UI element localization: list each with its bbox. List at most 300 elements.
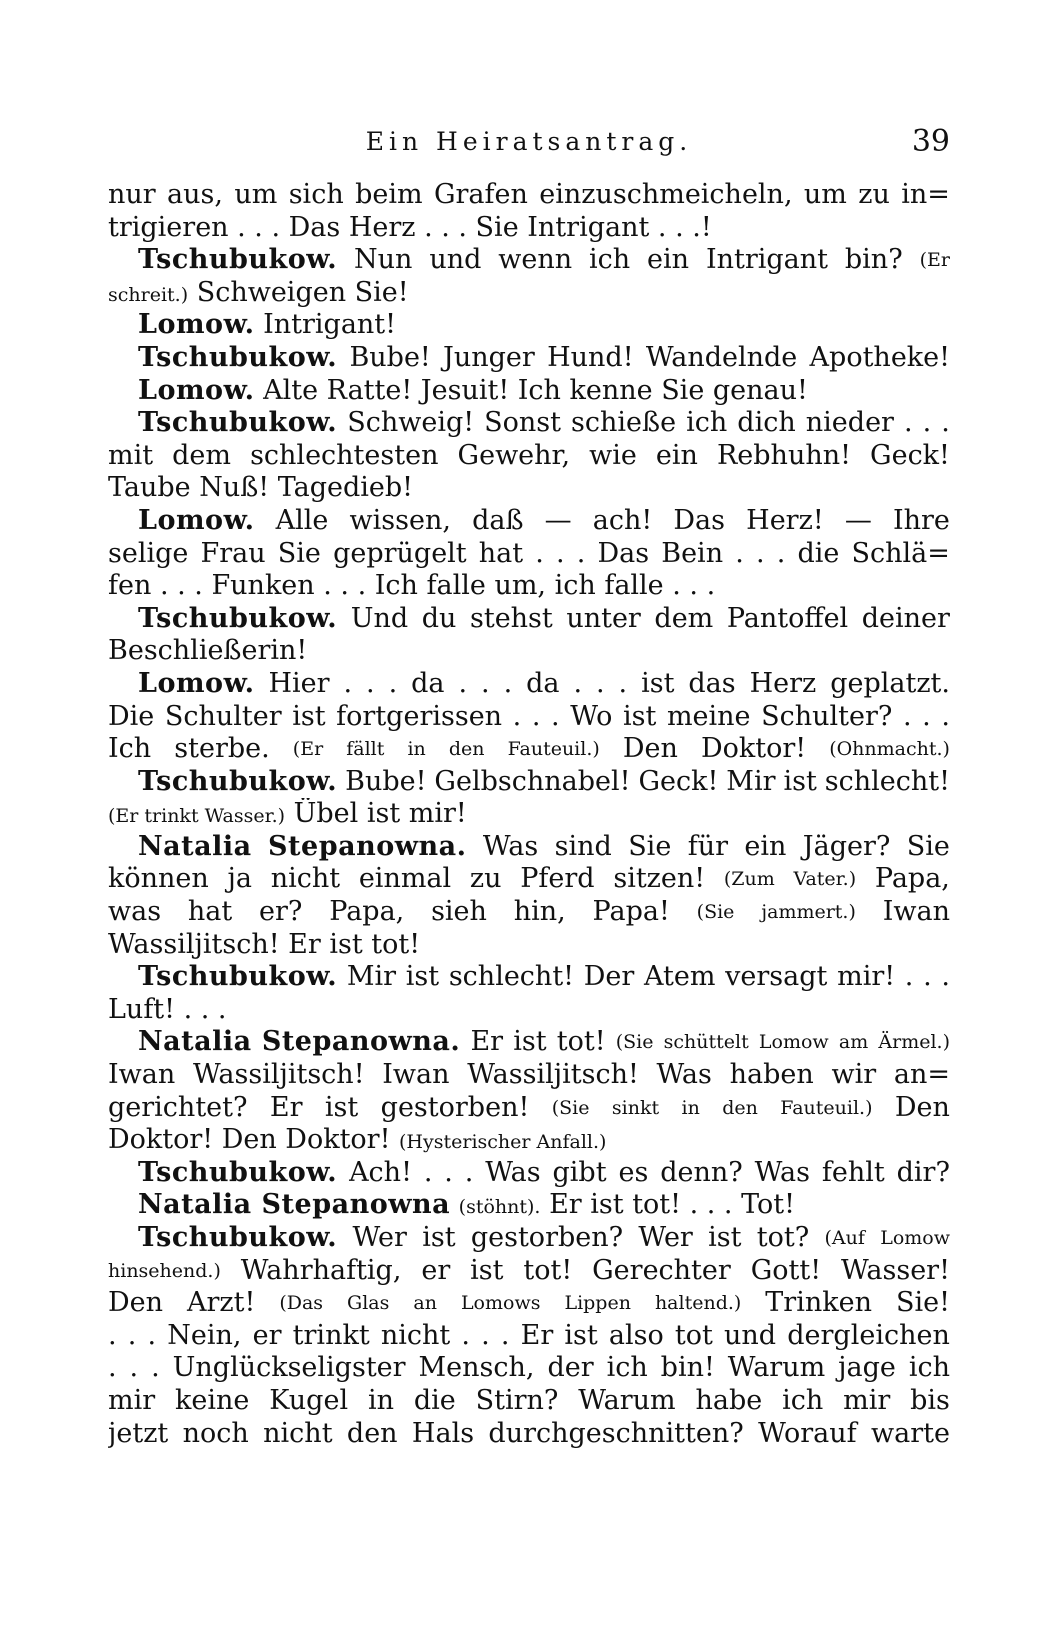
dialogue-text: . (366, 667, 375, 699)
dialogue-text: Sie! (895, 1287, 950, 1319)
dialogue-text: gibt (552, 1156, 607, 1188)
stage-direction: fällt (346, 738, 385, 761)
dialogue-text: Frau (200, 537, 266, 569)
text-line (108, 440, 950, 473)
dialogue-text: jage (838, 1352, 896, 1384)
text-line (108, 1385, 950, 1418)
stage-direction: haltend.) (654, 1292, 742, 1315)
dialogue-text: Sie (277, 537, 321, 569)
dialogue-text: dem (172, 439, 232, 471)
text-line (108, 603, 950, 636)
text-line (108, 994, 950, 1027)
speaker-name: Lomow. (138, 374, 255, 406)
dialogue-text: Bein (661, 537, 724, 569)
text-line (108, 309, 950, 342)
stage-direction: (Hysterischer Anfall.) (399, 1131, 607, 1154)
dialogue-text: mir (108, 1384, 156, 1416)
stage-direction: Ärmel.) (878, 1031, 950, 1054)
dialogue-text: zu (858, 179, 890, 210)
text-line (108, 961, 950, 994)
dialogue-text: . (127, 1319, 137, 1351)
dialogue-text: Trinken (765, 1287, 872, 1319)
dialogue-text: sich (288, 179, 344, 210)
dialogue-text: ja (227, 863, 252, 895)
dialogue-text: . (108, 1319, 117, 1351)
dialogue-text: mir! (837, 961, 896, 993)
dialogue-text: gestorben? (470, 1222, 624, 1253)
dialogue-text: stehst (469, 602, 553, 634)
dialogue-text: Papa, (329, 896, 405, 928)
dialogue-text: . (129, 1352, 139, 1384)
dialogue-text: Taube Nuß! Tagedieb! (108, 472, 414, 504)
dialogue-text: ist (422, 1222, 456, 1253)
dialogue-text: die (797, 537, 840, 569)
dialogue-text: Pferd (520, 863, 595, 895)
speaker-name: Lomow. (138, 667, 255, 699)
dialogue-text: was (108, 896, 162, 928)
dialogue-text: um (234, 179, 278, 210)
dialogue-text: wie (589, 439, 637, 471)
dialogue-text: Mir (346, 961, 397, 993)
text-line (108, 342, 950, 375)
dialogue-text: Bube! (349, 341, 431, 373)
text-line (108, 733, 950, 766)
dialogue-text: ein (744, 830, 787, 862)
dialogue-text: versagt (725, 961, 828, 993)
dialogue-text: . (503, 667, 513, 699)
dialogue-text: nicht (380, 1319, 451, 1351)
dialogue-text: daß (472, 504, 524, 536)
dialogue-text: ach! (592, 504, 653, 536)
dialogue-text: wissen, (349, 504, 451, 536)
dialogue-text: Bube! (345, 765, 427, 797)
dialogue-text: habe (695, 1384, 763, 1416)
stage-direction: (Er (919, 249, 950, 272)
text-line (108, 1222, 950, 1255)
stage-direction: den (448, 738, 485, 761)
dialogue-text: Schulter (164, 700, 282, 732)
speaker-name: Tschubukow. (138, 1156, 338, 1188)
dialogue-text: Iwan (108, 1059, 176, 1091)
dialogue-text: an= (893, 1059, 950, 1091)
text-line (108, 179, 950, 212)
dialogue-text: . (458, 667, 468, 699)
dialogue-text: Worauf (758, 1417, 857, 1449)
dialogue-text: tot! (523, 1254, 573, 1286)
text-line (108, 831, 950, 864)
dialogue-text: . (388, 667, 398, 699)
dialogue-text: Er ist tot! . . . Tot! (540, 1189, 795, 1221)
dialogue-text: . (500, 1319, 510, 1351)
dialogue-text: gestorben! (380, 1091, 530, 1123)
dialogue-text: durchgeschnitten? (488, 1417, 744, 1449)
dialogue-text: ist (292, 700, 326, 732)
dialogue-text: Grafen (433, 179, 528, 210)
dialogue-text: Wandelnde (645, 341, 798, 373)
stage-direction: schüttelt (663, 1031, 749, 1054)
dialogue-text: . (941, 961, 950, 993)
text-line (108, 375, 950, 408)
dialogue-text: . (444, 1156, 453, 1188)
text-line (108, 1287, 950, 1320)
dialogue-text: Das (673, 504, 726, 536)
dialogue-text: trinkt (292, 1319, 370, 1351)
dialogue-text: Warum (727, 1352, 826, 1384)
dialogue-text: . (147, 1319, 157, 1351)
dialogue-text: noch (182, 1417, 249, 1449)
stage-direction: (Er (292, 738, 324, 761)
dialogue-text: selige (108, 537, 189, 569)
speaker-name: Tschubukow. (138, 341, 338, 373)
dialogue-text: ist (405, 961, 440, 993)
dialogue-text: Ach! (349, 1156, 412, 1188)
text-line (108, 1124, 950, 1157)
speaker-name: Stepanowna. (268, 830, 467, 862)
dialogue-text: Wo (570, 700, 613, 732)
dialogue-text: . (481, 667, 490, 699)
speaker-name: Tschubukow. (138, 602, 338, 634)
dialogue-text: Kugel (269, 1384, 349, 1416)
dialogue-text: Der (583, 961, 635, 993)
dialogue-text: Und (350, 602, 409, 634)
dialogue-text: den (346, 1417, 398, 1449)
text-line (108, 212, 950, 245)
text-line (108, 244, 950, 277)
text-line (108, 701, 950, 734)
speaker-name: Tschubukow. (138, 765, 338, 797)
speaker-name: Natalia (138, 830, 252, 862)
dialogue-text: nur (108, 179, 156, 210)
dialogue-text: Doktor! (700, 733, 807, 765)
dialogue-text: . (481, 1319, 490, 1351)
dialogue-text: dir? (896, 1156, 950, 1188)
dialogue-text: das (688, 667, 736, 699)
dialogue-text: also (608, 1319, 664, 1351)
dialogue-text: tot? (756, 1222, 810, 1253)
dialogue-text: Den (894, 1091, 950, 1123)
dialogue-text: dergleichen (787, 1319, 950, 1351)
text-line (108, 505, 950, 538)
dialogue-text: . (755, 537, 765, 569)
dialogue-text: der (547, 1352, 594, 1384)
dialogue-text: sterbe. (174, 733, 270, 765)
dialogue-text: dich (737, 407, 796, 439)
speaker-name: Tschubukow. (138, 407, 338, 439)
dialogue-text: Mensch, (418, 1352, 535, 1384)
dialogue-text: Atem (643, 961, 716, 993)
dialogue-text: warte (871, 1417, 950, 1449)
dialogue-text: Arzt! (187, 1287, 256, 1319)
dialogue-text: . (922, 407, 932, 439)
dialogue-text: Apotheke! (809, 341, 950, 373)
dialogue-text: Luft! . . . (108, 993, 227, 1025)
dialogue-text: schlecht! (824, 765, 950, 797)
dialogue-text: ist (783, 765, 817, 797)
stage-direction: (stöhnt). (458, 1196, 541, 1219)
speaker-name: Lomow. (138, 504, 255, 536)
dialogue-text: zu (469, 863, 502, 895)
dialogue-text: haben (729, 1059, 814, 1091)
dialogue-text: Gerechter (592, 1254, 731, 1286)
running-head (108, 124, 950, 160)
speaker-name: Natalia (138, 1026, 252, 1058)
dialogue-text: in= (901, 179, 950, 210)
dialogue-text: er (421, 1254, 451, 1286)
dialogue-text: Was (482, 830, 539, 862)
text-line (108, 277, 950, 310)
dialogue-text: hat (187, 896, 233, 928)
dialogue-text: aus, (167, 179, 223, 210)
dialogue-text: trigieren . . . Das Herz . . . Sie Intrigant . . .! (108, 211, 712, 243)
dialogue-text: Gelbschnabel! (434, 765, 631, 797)
dialogue-text: schlechtesten (250, 439, 439, 471)
dialogue-text: Gewehr, (457, 439, 571, 471)
dialogue-text: . (618, 667, 628, 699)
dialogue-text: ist (708, 1222, 742, 1253)
dialogue-text: in (367, 1384, 394, 1416)
dialogue-text: für (687, 830, 728, 862)
dialogue-text: Hund! (547, 341, 634, 373)
text-line (108, 472, 950, 505)
text-line (108, 538, 950, 571)
dialogue-text: Ihre (892, 504, 950, 536)
dialogue-text: fortgerissen (336, 700, 503, 732)
dialogue-text: Papa, (874, 863, 950, 895)
dialogue-text: . (556, 537, 565, 569)
dialogue-text: . (531, 700, 541, 732)
dialogue-text: Wassiljitsch! (192, 1059, 365, 1091)
stage-direction: jammert.) (761, 901, 856, 924)
speaker-name: Tschubukow. (138, 244, 338, 276)
dialogue-text: Schlä= (851, 537, 950, 569)
dialogue-text: Geck! (870, 439, 950, 471)
stage-direction: (Sie (551, 1096, 590, 1119)
dialogue-text: geplatzt. (830, 667, 950, 699)
dialogue-text: nieder (805, 407, 894, 439)
dialogue-text: Wer (638, 1222, 693, 1253)
dialogue-text: Übel ist mir! (285, 798, 467, 830)
dialogue-text: . (902, 700, 912, 732)
stage-direction: am (838, 1031, 869, 1054)
dialogue-text: er? (259, 896, 303, 928)
dialogue-text: Pantoffel (726, 602, 849, 634)
speaker-name: Natalia Stepanowna (138, 1189, 451, 1221)
dialogue-text: . (904, 407, 913, 439)
dialogue-text: einmal (358, 863, 452, 895)
dialogue-text: mir (843, 1384, 891, 1416)
dialogue-text: Rebhuhn! (716, 439, 851, 471)
dialogue-text: deiner (861, 602, 950, 634)
dialogue-text: Schweig! (347, 407, 475, 439)
dialogue-text: Was (485, 1156, 541, 1188)
stage-direction: in (407, 738, 426, 761)
dialogue-text: Herz (749, 667, 817, 699)
dialogue-text: da (526, 667, 560, 699)
dialogue-text: Wahrhaftig, (240, 1254, 402, 1286)
stage-direction: (Er trinkt Wasser.) (108, 805, 286, 828)
dialogue-text: Ich (108, 733, 152, 765)
dialogue-text: . (596, 667, 605, 699)
dialogue-text: Wer (352, 1222, 407, 1253)
stage-direction: Fauteuil.) (780, 1096, 873, 1119)
dialogue-text: Stirn? (475, 1384, 559, 1416)
dialogue-text: jetzt (108, 1417, 169, 1449)
dialogue-text: . (904, 961, 914, 993)
running-title: Ein Heiratsantrag. (365, 127, 693, 156)
dialogue-text: Alle (275, 504, 329, 536)
dialogue-text: ich (782, 1384, 824, 1416)
dialogue-text: Wassiljitsch! (467, 1059, 639, 1091)
dialogue-text: fehlt (821, 1156, 885, 1188)
dialogue-text: Wassiljitsch! Er ist tot! (108, 928, 421, 960)
text-line (108, 1026, 950, 1059)
dialogue-text: einzuschmeicheln, (539, 179, 793, 210)
dialogue-text: — (844, 504, 872, 536)
dialogue-text: ich (908, 1352, 950, 1384)
dialogue-text: Was (656, 1059, 712, 1091)
dialogue-text: . (576, 537, 586, 569)
dialogue-text: mit (108, 439, 154, 471)
dialogue-text: ist (324, 1091, 359, 1123)
dialogue-text: ich (606, 1352, 648, 1384)
stage-direction: (Das (279, 1292, 324, 1315)
dialogue-text: . (535, 537, 544, 569)
dialogue-text: Iwan (382, 1059, 450, 1091)
stage-direction: (Auf (824, 1227, 865, 1249)
dialogue-text: können (108, 863, 209, 895)
dialogue-text: wenn (498, 244, 573, 276)
dialogue-text: Die (108, 700, 155, 732)
stage-direction: Lomow (880, 1227, 950, 1249)
text-line (108, 570, 950, 603)
text-line (108, 668, 950, 701)
dialogue-text: Intrigant! (254, 309, 396, 341)
dialogue-text: die (413, 1384, 456, 1416)
text-line (108, 635, 950, 668)
stage-direction: sinkt (611, 1096, 660, 1119)
dialogue-text: Schulter? (761, 700, 893, 732)
dialogue-text: es (618, 1156, 649, 1188)
text-line (108, 766, 950, 799)
text-line (108, 798, 950, 831)
stage-direction: (Zum (723, 868, 775, 891)
dialogue-text: Er (470, 1026, 504, 1058)
dialogue-text: . (464, 1156, 474, 1188)
dialogue-text: Unglückseligster (172, 1352, 406, 1384)
dialogue-text: Er (269, 1091, 303, 1123)
dialogue-text: beim (355, 179, 423, 210)
stage-direction: Vater.) (793, 868, 857, 891)
text-line (108, 1418, 950, 1451)
dialogue-text: . (573, 667, 583, 699)
dialogue-text: tot! (556, 1026, 606, 1058)
page-number: 39 (911, 124, 950, 159)
dialogue-text: wir (831, 1059, 877, 1091)
dialogue-text: um (803, 179, 847, 210)
dialogue-text: gerichtet? (108, 1091, 248, 1123)
dialogue-text: ist (513, 1026, 547, 1058)
dialogue-text: denn? (660, 1156, 743, 1188)
dialogue-text: ist (470, 1254, 504, 1286)
dialogue-text: Hier (268, 667, 330, 699)
dialogue-text: . (512, 700, 522, 732)
stage-direction: Glas (347, 1292, 390, 1315)
dialogue-text: . (343, 667, 353, 699)
dialogue-text: ein (647, 244, 690, 276)
text-line (108, 1092, 950, 1125)
dialogue-text: . (735, 537, 744, 569)
dialogue-text: . (423, 1156, 433, 1188)
dialogue-text: Iwan (882, 896, 950, 928)
stage-direction: in (681, 1096, 700, 1119)
dialogue-text: . (923, 961, 932, 993)
dialogue-text: . (941, 407, 950, 439)
stage-direction: (Sie (615, 1031, 654, 1054)
dialogue-text: schlecht! (448, 961, 575, 993)
dialogue-text: meine (666, 700, 751, 732)
text-line (108, 1320, 950, 1353)
body-text (108, 179, 950, 1579)
dialogue-text: und (724, 1319, 777, 1351)
dialogue-text: Den (622, 733, 678, 765)
stage-direction: den (722, 1096, 758, 1119)
text-line (108, 896, 950, 929)
dialogue-text: Junger (443, 341, 535, 373)
dialogue-text: Jäger? (802, 830, 891, 862)
dialogue-text: . (941, 700, 950, 732)
dialogue-text: sind (554, 830, 612, 862)
dialogue-text: . (776, 537, 786, 569)
text-line (108, 1352, 950, 1385)
dialogue-text: Gott! (750, 1254, 822, 1286)
text-line (108, 1189, 950, 1222)
stage-direction: hinsehend.) (108, 1259, 221, 1282)
stage-direction: Lippen (564, 1292, 631, 1315)
speaker-name: Tschubukow. (138, 961, 338, 993)
dialogue-text: . (551, 700, 560, 732)
dialogue-text: Doktor! Den Doktor! (108, 1124, 400, 1156)
dialogue-text: du (421, 602, 457, 634)
dialogue-text: nicht (263, 1417, 333, 1449)
dialogue-text: . (151, 1352, 160, 1384)
dialogue-text: Mir (726, 765, 776, 797)
dialogue-text: dem (654, 602, 714, 634)
stage-direction: Lomows (460, 1292, 541, 1315)
dialogue-text: geprügelt (333, 537, 467, 569)
dialogue-text: Was (754, 1156, 810, 1188)
dialogue-text: Nein, (167, 1319, 242, 1351)
dialogue-text: . (108, 1352, 117, 1384)
dialogue-text: Geck! (638, 765, 719, 797)
dialogue-text: ich (589, 244, 631, 276)
stage-direction: (Ohnmacht.) (829, 738, 950, 761)
dialogue-text: . (461, 1319, 470, 1351)
speaker-name: Stepanowna. (261, 1026, 461, 1058)
text-line (108, 407, 950, 440)
dialogue-text (450, 1189, 459, 1220)
dialogue-text: schieße (571, 407, 677, 439)
dialogue-text: Herz! (746, 504, 824, 536)
dialogue-text: Beschließerin! (108, 635, 308, 667)
dialogue-text: Wasser! (840, 1254, 950, 1286)
dialogue-text: Alte Ratte! Jesuit! Ich kenne Sie genau! (254, 374, 808, 406)
dialogue-text: und (429, 244, 482, 276)
dialogue-text: sieh (431, 896, 487, 928)
dialogue-text: hin, (513, 896, 566, 928)
dialogue-text: ist (564, 1319, 598, 1351)
dialogue-text: Papa! (592, 896, 670, 928)
dialogue-text: da (411, 667, 445, 699)
